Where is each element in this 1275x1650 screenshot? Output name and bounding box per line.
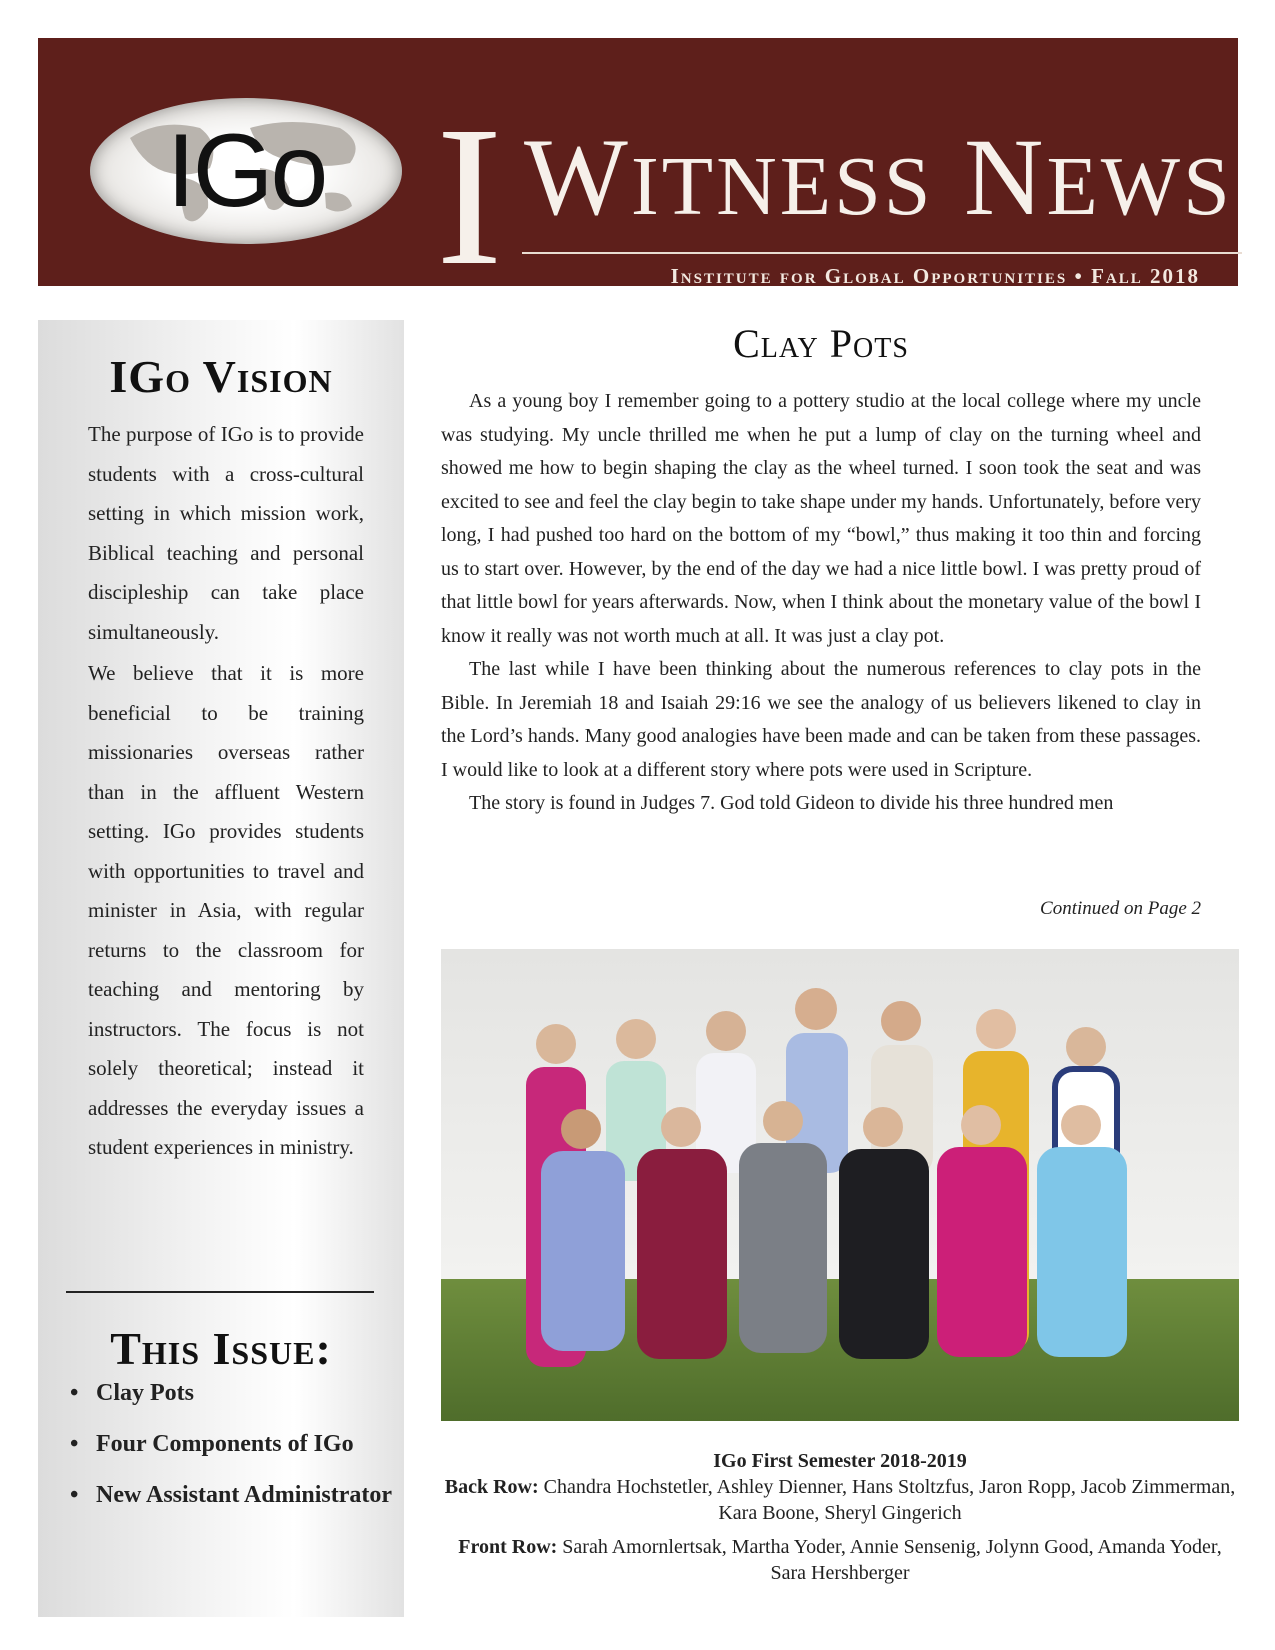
issue-item-new-assistant[interactable]	[68, 1480, 398, 1510]
article-paragraph: The story is found in Judges 7. God told Gideon to divide his three hundred men	[469, 792, 1114, 814]
title-cap-2: N	[964, 116, 1047, 238]
masthead	[38, 38, 1238, 307]
masthead-subtitle: Institute for Global Opportunities • Fall 2018	[670, 264, 1200, 288]
article-paragraph: The last while I have been thinking about the numerous references to clay pots in the Bible. In Jeremiah 18 and Isaiah 29:16 we see the analogy of us believers likened to clay in the Lord’s hands. Many good analogies have been made and can be taken from these passages. I would like to look at a different story where pots were used in Scripture.	[441, 658, 1201, 781]
issue-item-label: Four Components of IGo	[96, 1431, 354, 1457]
title-rest-1: ITNESS	[630, 140, 934, 233]
issue-item-label: Clay Pots	[96, 1380, 194, 1406]
front-row-label: Front Row:	[458, 1536, 558, 1558]
vision-paragraph: The purpose of IGo is to provide students with a cross-cultural setting in which mission work, Biblical teaching and personal discipleship can take place simultaneously.	[88, 422, 364, 644]
issue-item-label: New Assistant Administrator	[96, 1482, 393, 1508]
sidebar-divider	[66, 1291, 374, 1293]
bullet-icon: •	[70, 1380, 79, 1406]
caption-title: IGo First Semester 2018-2019	[713, 1450, 967, 1472]
newsletter-title	[524, 112, 1240, 242]
bullet-icon: •	[70, 1431, 79, 1457]
issue-item-four-components[interactable]	[68, 1429, 398, 1459]
issue-item-clay-pots[interactable]	[68, 1378, 398, 1408]
photo-caption	[441, 1448, 1239, 1586]
masthead-big-letter: I	[436, 86, 503, 307]
back-row-names: Chandra Hochstetler, Ashley Dienner, Hans Stoltzfus, Jaron Ropp, Jacob Zimmerman, Kara Boone, Sheryl Gingerich	[543, 1476, 1236, 1524]
back-row-label: Back Row:	[444, 1476, 539, 1498]
logo-text: IGo	[166, 113, 326, 229]
title-cap-1: W	[524, 116, 631, 238]
title-rest-2: EWS	[1046, 140, 1233, 233]
vision-text	[88, 415, 364, 1170]
front-row-names: Sarah Amornlertsak, Martha Yoder, Annie Sensenig, Jolynn Good, Amanda Yoder, Sara Hershberger	[562, 1536, 1222, 1584]
this-issue-list	[68, 1378, 398, 1531]
caption-back-row	[441, 1474, 1239, 1526]
igo-logo	[90, 98, 402, 244]
bullet-icon: •	[70, 1482, 79, 1508]
masthead-divider	[522, 252, 1242, 254]
article-body	[441, 385, 1201, 821]
sidebar	[38, 320, 404, 1617]
vision-heading: IGo Vision	[109, 351, 333, 402]
group-photo	[441, 949, 1239, 1421]
caption-spacer	[441, 1526, 1239, 1534]
article-paragraph: As a young boy I remember going to a pottery studio at the local college where my uncle was studying. My uncle thrilled me when he put a lump of clay on the turning wheel and showed me how to begin shaping the clay as the wheel turned. I soon took the seat and was excited to see and feel the clay begin to take shape under my hands. Unfortunately, before very long, I had pushed too hard on the bottom of my “bowl,” thus making it too thin and forcing us to start over. However, by the end of the day we had a nice little bowl. I was pretty proud of that little bowl for years afterwards. Now, when I think about the monetary value of the bowl I know it really was not worth much at all. It was just a clay pot.	[441, 390, 1201, 647]
article-title: Clay Pots	[733, 321, 909, 366]
vision-paragraph: We believe that it is more beneficial to be training missionaries overseas rather than in the affluent Western setting. IGo provides students with opportunities to travel and minister in Asia, with regular returns to the classroom for teaching and mentoring by instructors. The focus is not solely theoretical; instead it addresses the everyday issues a student experiences in ministry.	[88, 661, 364, 1159]
this-issue-heading: This Issue:	[110, 1323, 332, 1374]
caption-front-row	[441, 1534, 1239, 1586]
continued-link[interactable]: Continued on Page 2	[1040, 898, 1201, 919]
